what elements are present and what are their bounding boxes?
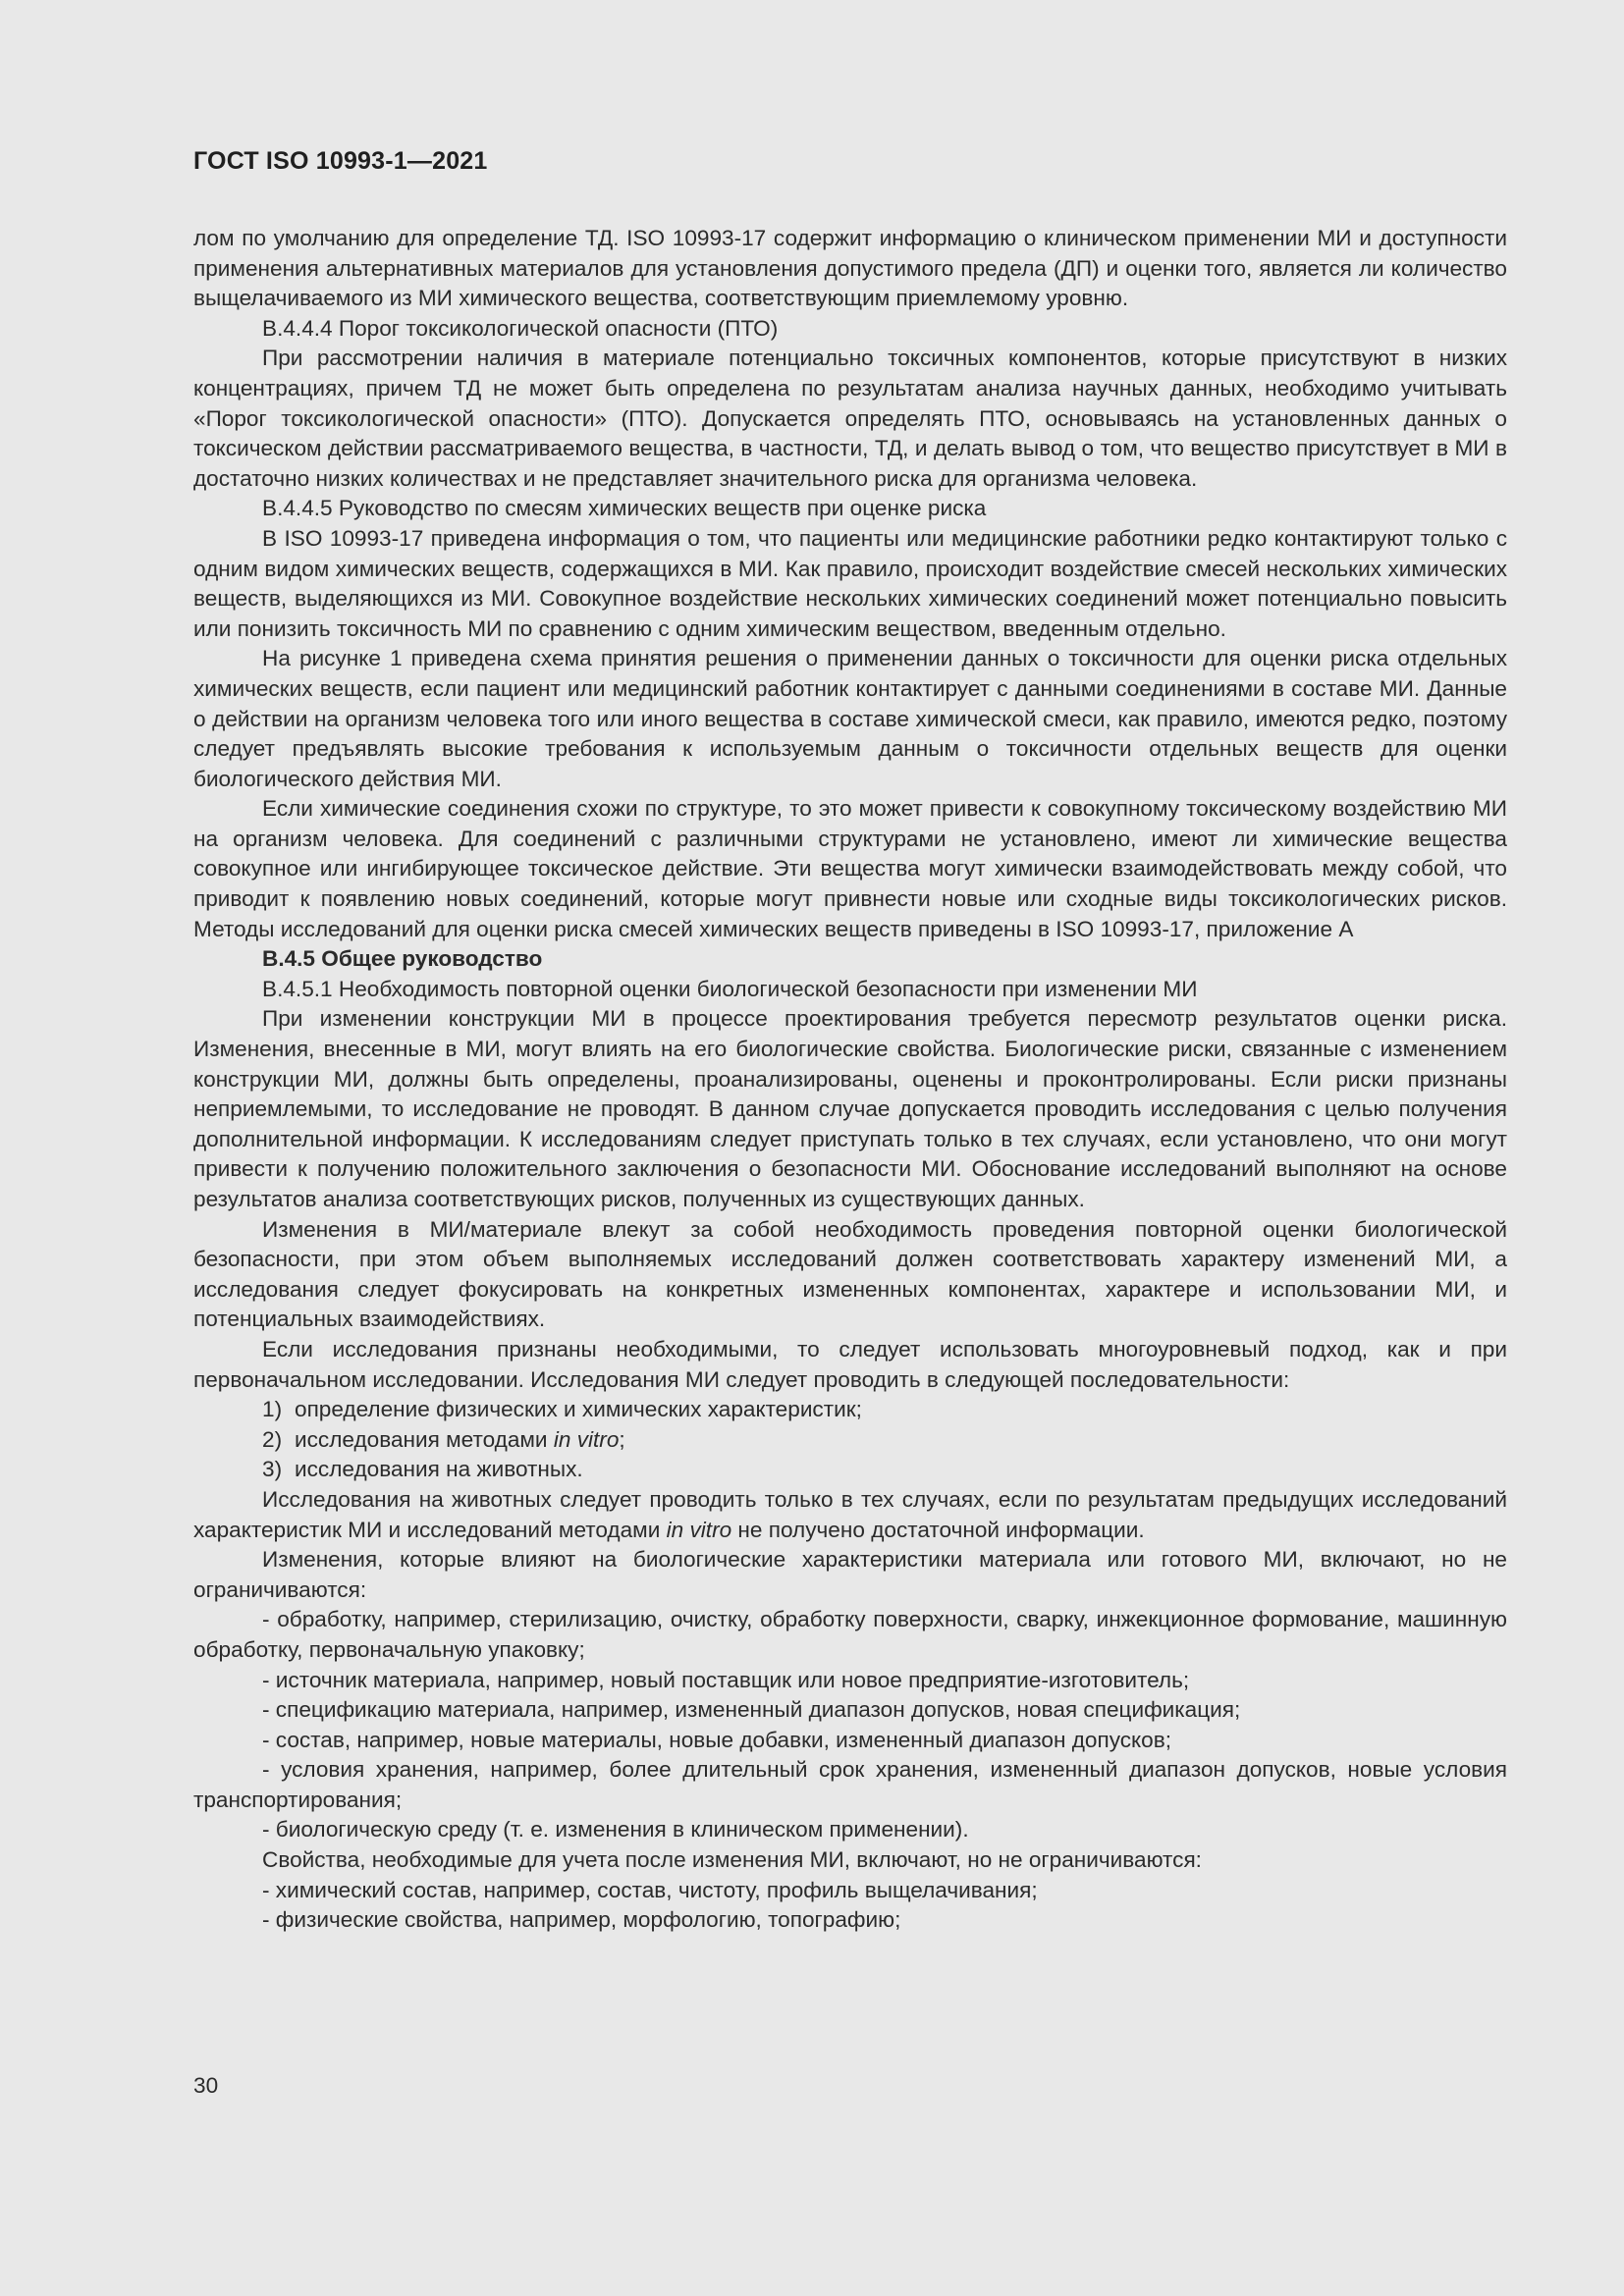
paragraph: Если химические соединения схожи по структуре, то это может привести к совокупному токсическому воздействию МИ на организм человека. Для соединений с различными структурами не установлено, имеют ли химические вещества совокупное или ингибирующее токсическое действие. Эти вещества могут химически взаимодействовать между собой, что приводит к появлению новых соединений, которые могут привнести новые или сходные виды токсикологических рисков. Методы исследований для оценки риска смесей химических веществ приведены в ISO 10993-17, приложение А <box>193 796 1507 941</box>
section-heading: В.4.5.1 Необходимость повторной оценки биологической безопасности при изменении МИ <box>262 976 1198 1001</box>
dash-list-item: - состав, например, новые материалы, новые добавки, измененный диапазон допусков; <box>262 1727 1172 1752</box>
paragraph: Изменения в МИ/материале влекут за собой необходимость проведения повторной оценки биологической безопасности, при этом объем выполняемых исследований должен соответствовать характеру изменений МИ, а исследования следует фокусировать на конкретных измененных компонентах, характере и использовании МИ, и потенциальных взаимодействиях. <box>193 1216 1507 1332</box>
dash-list-item: - обработку, например, стерилизацию, очистку, обработку поверхности, сварку, инжекционное формование, машинную обработку, первоначальную упаковку; <box>193 1607 1507 1662</box>
dash-list-item: - источник материала, например, новый поставщик или новое предприятие-изготовитель; <box>262 1667 1190 1692</box>
dash-list-item: - физические свойства, например, морфологию, топографию; <box>262 1907 901 1933</box>
paragraph: Свойства, необходимые для учета после изменения МИ, включают, но не ограничиваются: <box>262 1847 1202 1873</box>
section-heading: В.4.4.5 Руководство по смесям химических веществ при оценке риска <box>262 496 987 521</box>
paragraph: При изменении конструкции МИ в процессе проектирования требуется пересмотр результатов оценки риска. Изменения, внесенные в МИ, могут влиять на его биологические свойства. Биологические риски, связанные с изменением конструкции МИ, должны быть определены, проанализированы, оценены и проконтролированы. Если риски признаны неприемлемыми, то исследование не проводят. В данном случае допускается проводить исследования с целью получения дополнительной информации. К исследованиям следует приступать только в тех случаях, если установлено, что они могут привести к получению положительного заключения о безопасности МИ. Обоснование исследований выполняют на основе результатов анализа соответствующих рисков, полученных из существующих данных. <box>193 1006 1507 1211</box>
dash-list-item: - спецификацию материала, например, измененный диапазон допусков, новая спецификация; <box>262 1697 1241 1723</box>
numbered-list-item: 2) исследования методами in vitro; <box>262 1426 625 1452</box>
page-number: 30 <box>193 2073 219 2098</box>
paragraph: Изменения, которые влияют на биологические характеристики материала или готового МИ, включают, но не ограничиваются: <box>193 1547 1507 1602</box>
paragraph: Исследования на животных следует проводить только в тех случаях, если по результатам предыдущих исследований характеристик МИ и исследований методами in vitro не получено достаточной информации. <box>193 1486 1507 1542</box>
paragraph: Если исследования признаны необходимыми, то следует использовать многоуровневый подход, как и при первоначальном исследовании. Исследования МИ следует проводить в следующей последовательности: <box>193 1336 1507 1392</box>
paragraph: При рассмотрении наличия в материале потенциально токсичных компонентов, которые присутствуют в низких концентрациях, причем ТД не может быть определена по результатам анализа научных данных, необходимо учитывать «Порог токсикологической опасности» (ПТО). Допускается определять ПТО, основываясь на установленных данных о токсическом действии рассматриваемого вещества, в частности, ТД, и делать вывод о том, что вещество присутствует в МИ в достаточно низких количествах и не представляет значительного риска для организма человека. <box>193 346 1507 491</box>
document-header: ГОСТ ISO 10993-1—2021 <box>193 147 488 175</box>
section-heading-bold: В.4.5 Общее руководство <box>262 946 543 972</box>
numbered-list-item: 3) исследования на животных. <box>262 1457 583 1482</box>
dash-list-item: - химический состав, например, состав, чистоту, профиль выщелачивания; <box>262 1877 1038 1902</box>
paragraph: В ISO 10993-17 приведена информация о том, что пациенты или медицинские работники редко контактируют только с одним видом химических веществ, содержащихся в МИ. Как правило, происходит воздействие смесей нескольких химических веществ, выделяющихся из МИ. Совокупное воздействие нескольких химических соединений может потенциально повысить или понизить токсичность МИ по сравнению с одним химическим веществом, введенным отдельно. <box>193 525 1507 641</box>
paragraph: лом по умолчанию для определение ТД. ISO 10993-17 содержит информацию о клиническом применении МИ и доступности применения альтернативных материалов для установления допустимого предела (ДП) и оценки того, является ли количество выщелачиваемого из МИ химического вещества, соответствующим приемлемому уровню. <box>193 226 1507 311</box>
dash-list-item: - биологическую среду (т. е. изменения в клиническом применении). <box>262 1817 969 1842</box>
paragraph: На рисунке 1 приведена схема принятия решения о применении данных о токсичности для оценки риска отдельных химических веществ, если пациент или медицинский работник контактирует с данными соединениями в составе МИ. Данные о действии на организм человека того или иного вещества в составе химической смеси, как правило, имеются редко, поэтому следует предъявлять высокие требования к используемым данным о токсичности отдельных веществ для оценки биологического действия МИ. <box>193 646 1507 791</box>
dash-list-item: - условия хранения, например, более длительный срок хранения, измененный диапазон допусков, новые условия транспортирования; <box>193 1757 1507 1812</box>
numbered-list-item: 1) определение физических и химических характеристик; <box>262 1397 862 1422</box>
section-heading: В.4.4.4 Порог токсикологической опасности (ПТО) <box>262 315 779 341</box>
document-body <box>193 224 1507 1936</box>
